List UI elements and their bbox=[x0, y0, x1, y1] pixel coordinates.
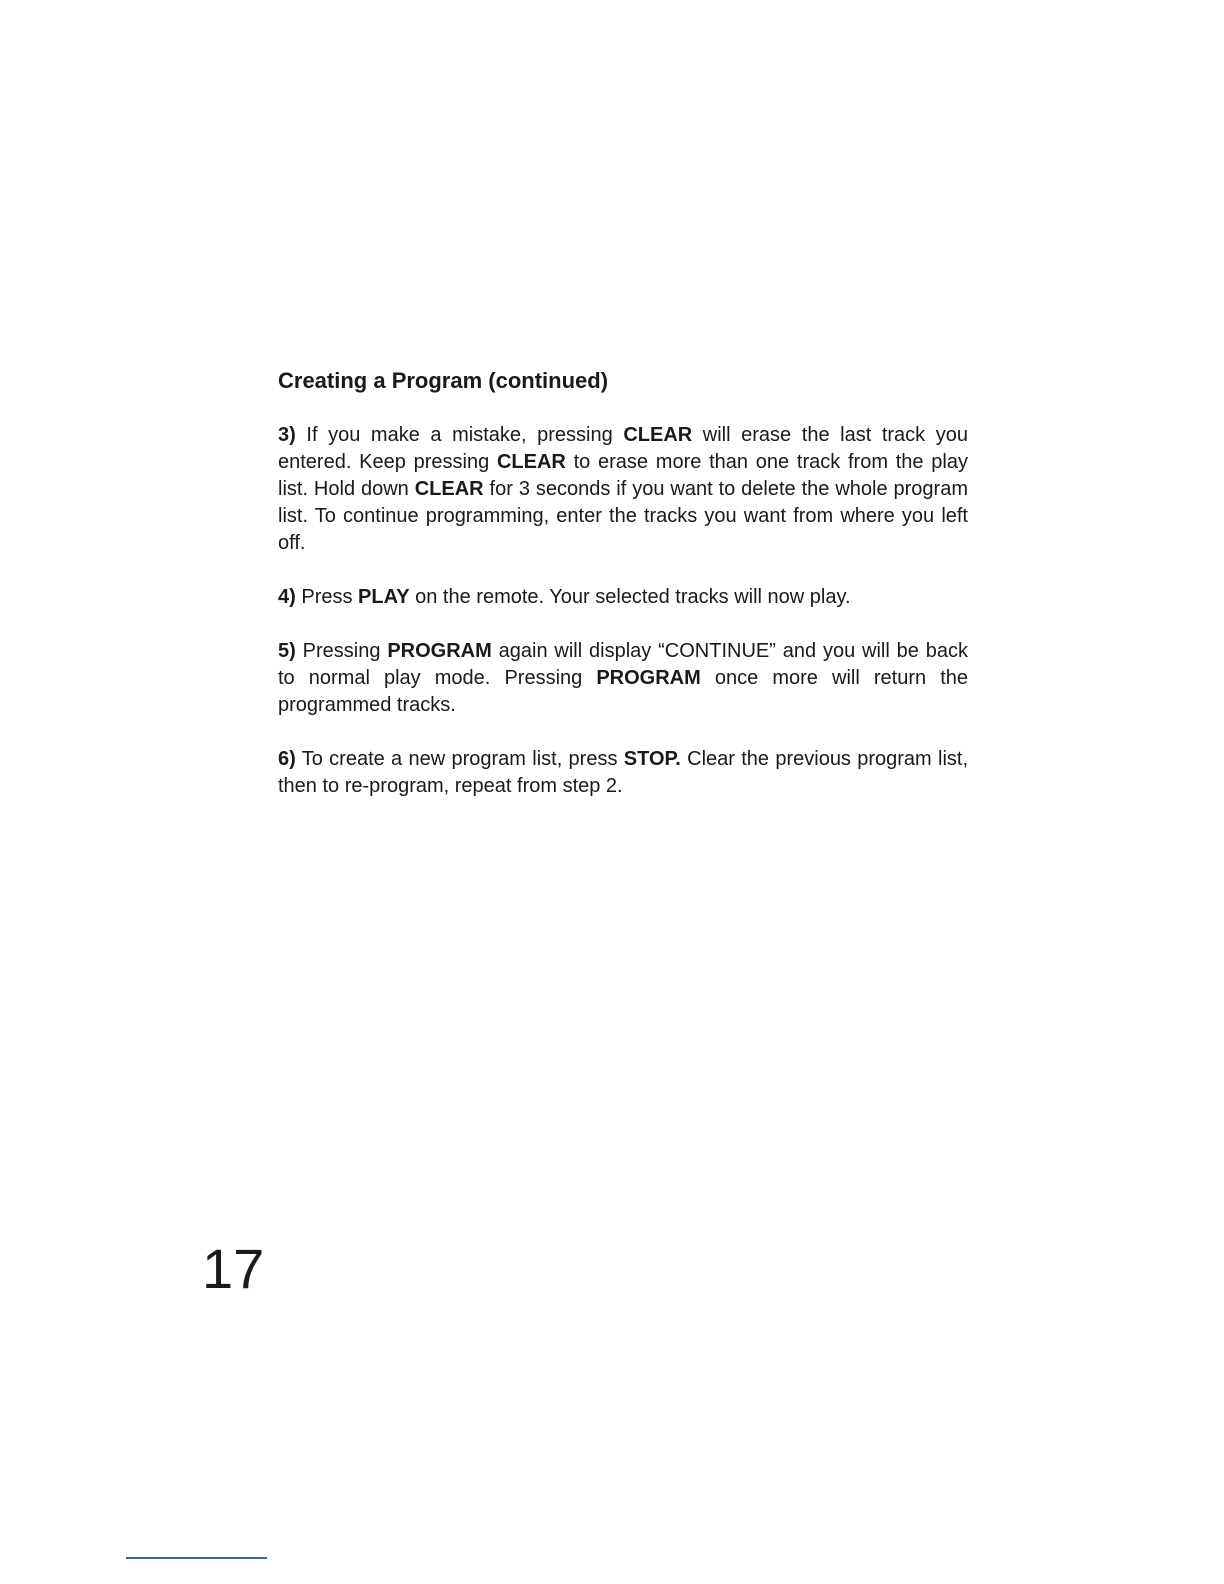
step-5: 5) Pressing PROGRAM again will display “CONTINUE” and you will be back to normal play mode. Pressing PROGRAM once more will return the programmed tracks. bbox=[278, 640, 969, 716]
button-name: CLEAR bbox=[623, 424, 693, 446]
step-3: 3) If you make a mistake, pressing CLEAR will erase the last track you entered. Keep pressing CLEAR to erase more than one track from the play list. Hold down CLEAR for 3 seconds if you want to delete the whole program list. To continue programming, enter the tracks you want from where you left off. bbox=[278, 424, 969, 554]
step-number: 3) bbox=[278, 424, 296, 446]
footer-rule bbox=[126, 1557, 267, 1559]
button-name: PLAY bbox=[358, 586, 410, 608]
button-name: STOP. bbox=[623, 748, 681, 770]
button-name: CLEAR bbox=[496, 451, 566, 473]
page-title: Creating a Program (continued) bbox=[278, 368, 609, 393]
button-name: CLEAR bbox=[414, 478, 484, 500]
step-number: 5) bbox=[278, 640, 296, 662]
step-4: 4) Press PLAY on the remote. Your selected tracks will now play. bbox=[278, 586, 851, 608]
step-6: 6) To create a new program list, press STOP. Clear the previous program list, then to re-program, repeat from step 2. bbox=[278, 748, 969, 797]
button-name: PROGRAM bbox=[596, 667, 701, 689]
step-number: 6) bbox=[278, 748, 296, 770]
page-number: 17 bbox=[202, 1237, 265, 1300]
page-content bbox=[278, 366, 968, 827]
button-name: PROGRAM bbox=[387, 640, 492, 662]
step-number: 4) bbox=[278, 586, 296, 608]
